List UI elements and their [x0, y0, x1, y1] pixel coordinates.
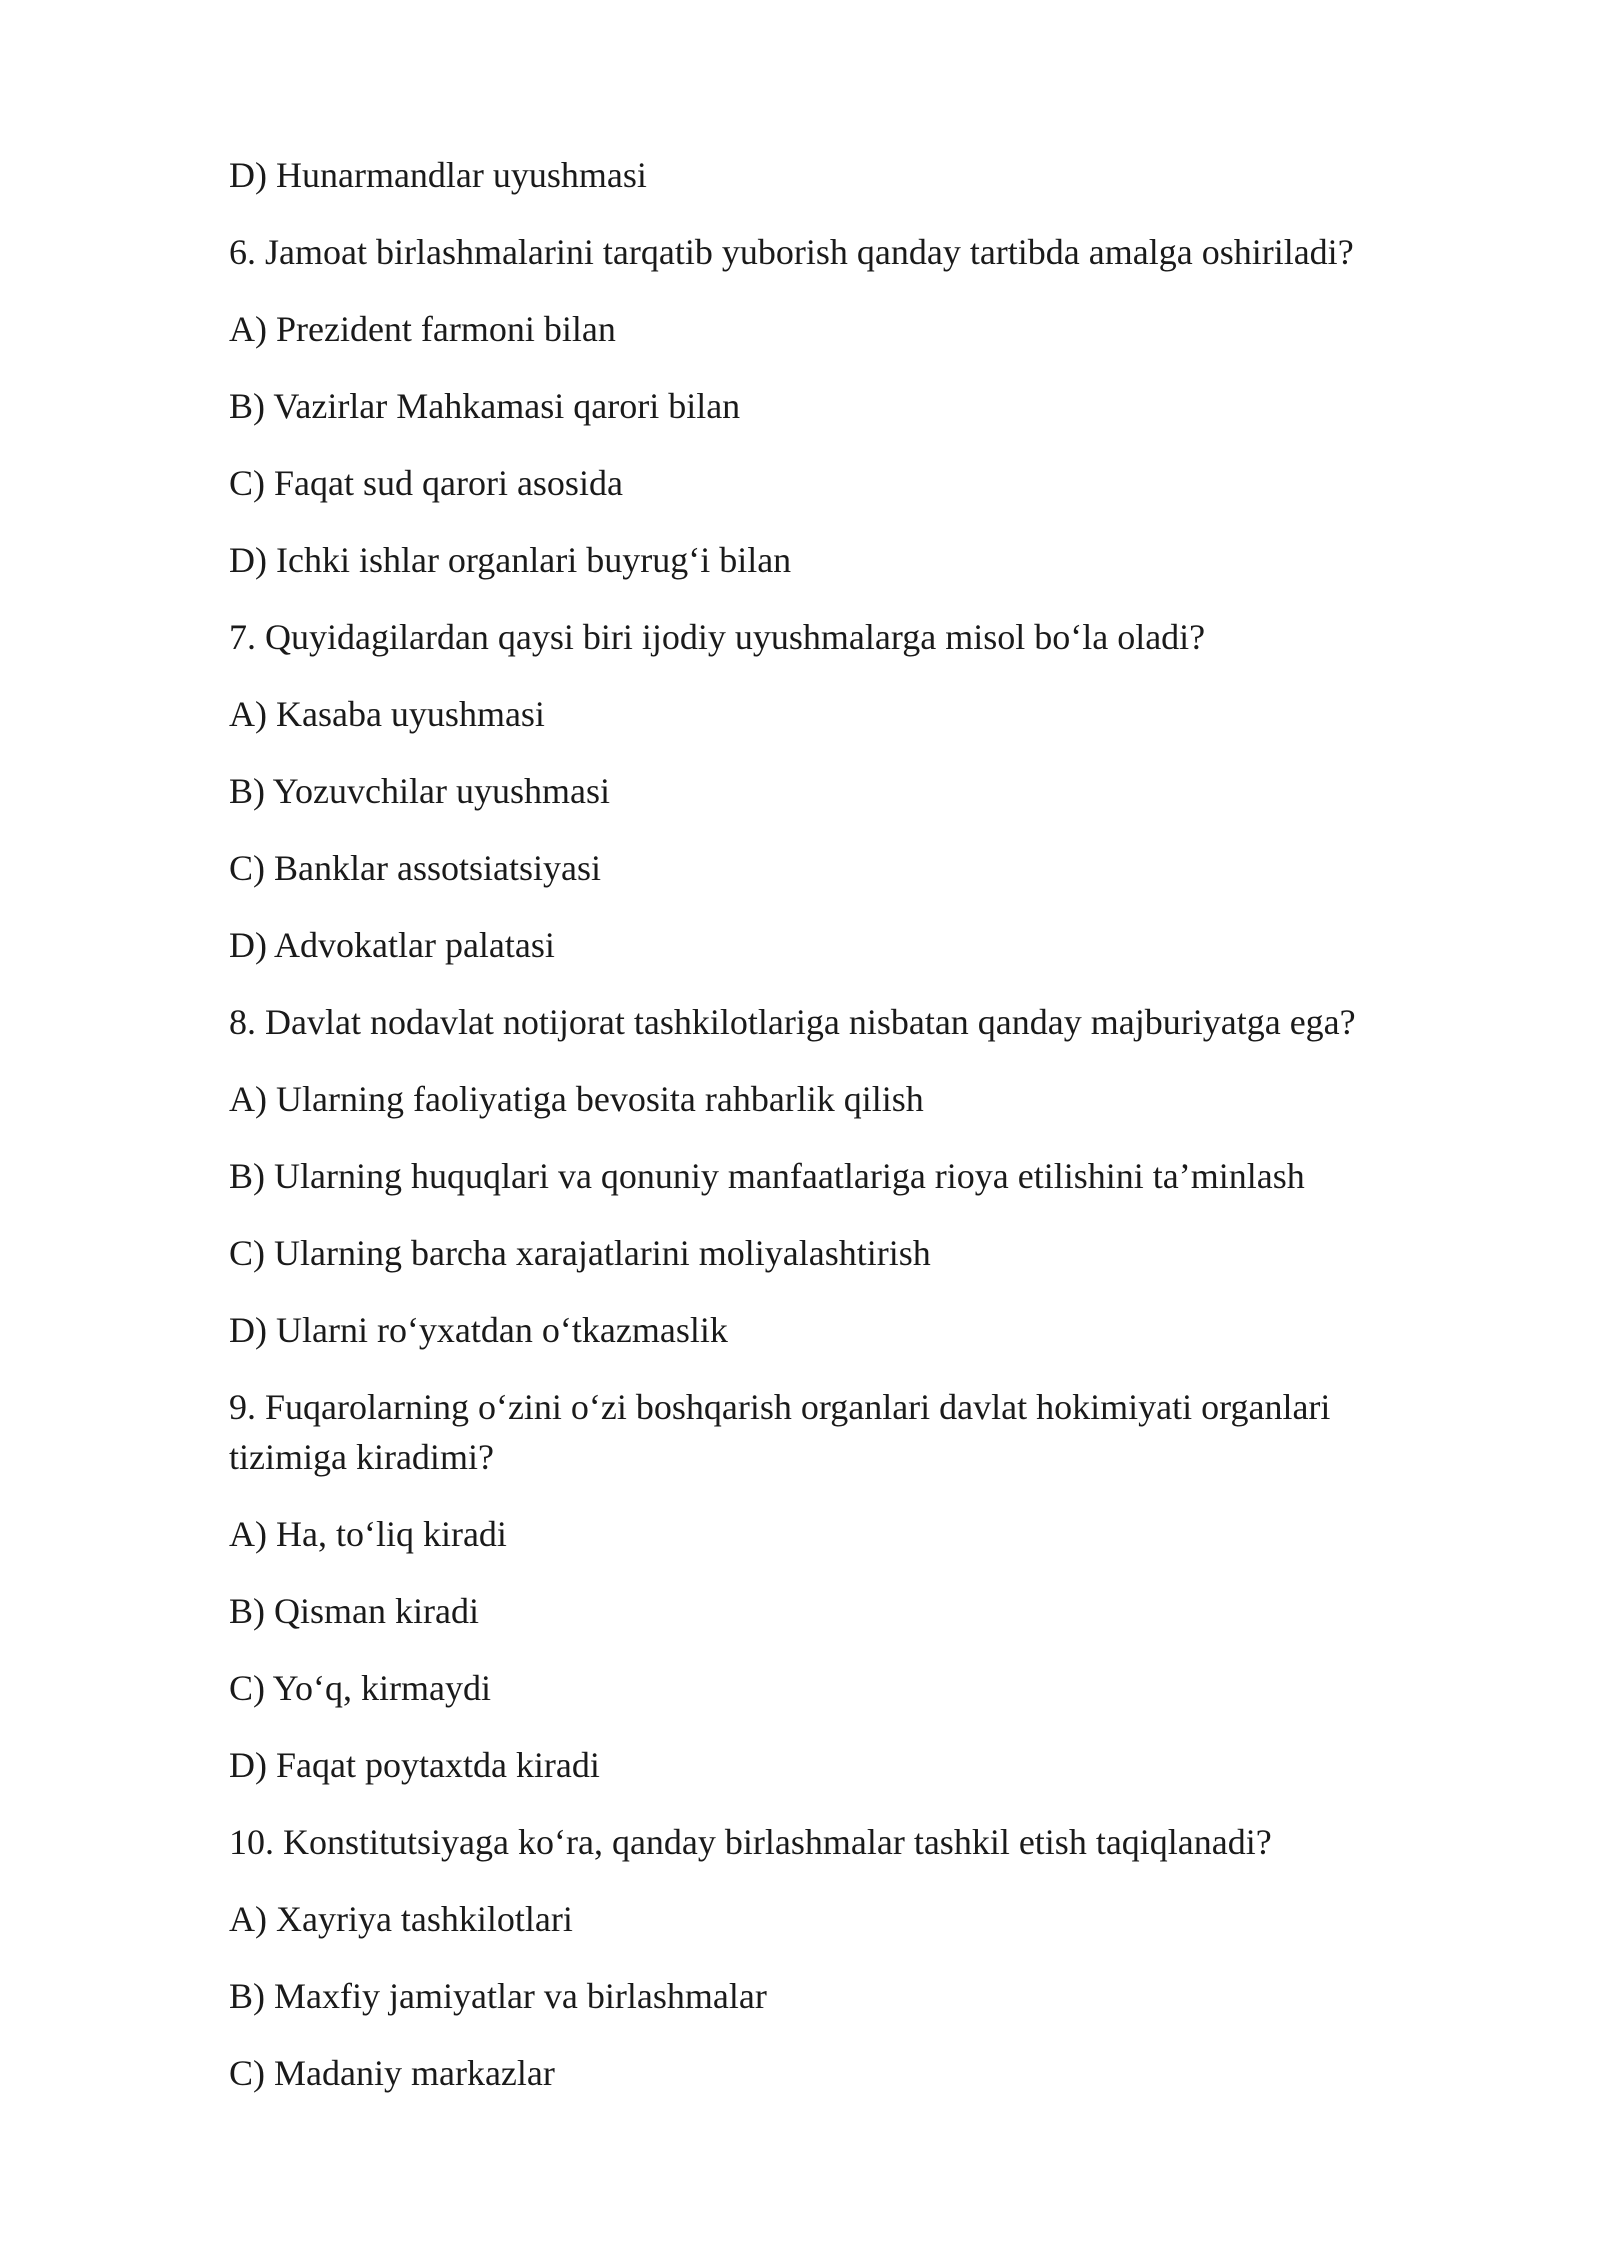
question-9: 9. Fuqarolarning o‘zini o‘zi boshqarish organlari davlat hokimiyati organlari [229, 1387, 1331, 1427]
answer-option: C) Madaniy markazlar [229, 2053, 555, 2093]
answer-option: C) Ularning barcha xarajatlarini moliyalashtirish [229, 1233, 931, 1273]
question-9-continuation: tizimiga kiradimi? [229, 1437, 494, 1477]
question-7: 7. Quyidagilardan qaysi biri ijodiy uyushmalarga misol bo‘la oladi? [229, 617, 1206, 657]
answer-option: C) Banklar assotsiatsiyasi [229, 848, 601, 888]
answer-option: A) Ha, to‘liq kiradi [229, 1514, 507, 1554]
answer-option: D) Hunarmandlar uyushmasi [229, 155, 647, 195]
answer-option: A) Xayriya tashkilotlari [229, 1899, 573, 1939]
answer-option: B) Yozuvchilar uyushmasi [229, 771, 610, 811]
answer-option: A) Ularning faoliyatiga bevosita rahbarlik qilish [229, 1079, 924, 1119]
answer-option: B) Ularning huquqlari va qonuniy manfaatlariga rioya etilishini ta’minlash [229, 1156, 1305, 1196]
answer-option: D) Ularni ro‘yxatdan o‘tkazmaslik [229, 1310, 728, 1350]
answer-option: A) Kasaba uyushmasi [229, 694, 545, 734]
question-10: 10. Konstitutsiyaga ko‘ra, qanday birlashmalar tashkil etish taqiqlanadi? [229, 1822, 1272, 1862]
answer-option: A) Prezident farmoni bilan [229, 309, 616, 349]
question-8: 8. Davlat nodavlat notijorat tashkilotlariga nisbatan qanday majburiyatga ega? [229, 1002, 1356, 1042]
answer-option: B) Vazirlar Mahkamasi qarori bilan [229, 386, 741, 426]
answer-option: B) Maxfiy jamiyatlar va birlashmalar [229, 1976, 767, 2016]
answer-option: D) Ichki ishlar organlari buyrug‘i bilan [229, 540, 792, 580]
question-6: 6. Jamoat birlashmalarini tarqatib yuborish qanday tartibda amalga oshiriladi? [229, 232, 1354, 272]
answer-option: B) Qisman kiradi [229, 1591, 479, 1631]
answer-option: D) Advokatlar palatasi [229, 925, 555, 965]
answer-option: C) Faqat sud qarori asosida [229, 463, 623, 503]
answer-option: D) Faqat poytaxtda kiradi [229, 1745, 600, 1785]
answer-option: C) Yo‘q, kirmaydi [229, 1668, 492, 1708]
